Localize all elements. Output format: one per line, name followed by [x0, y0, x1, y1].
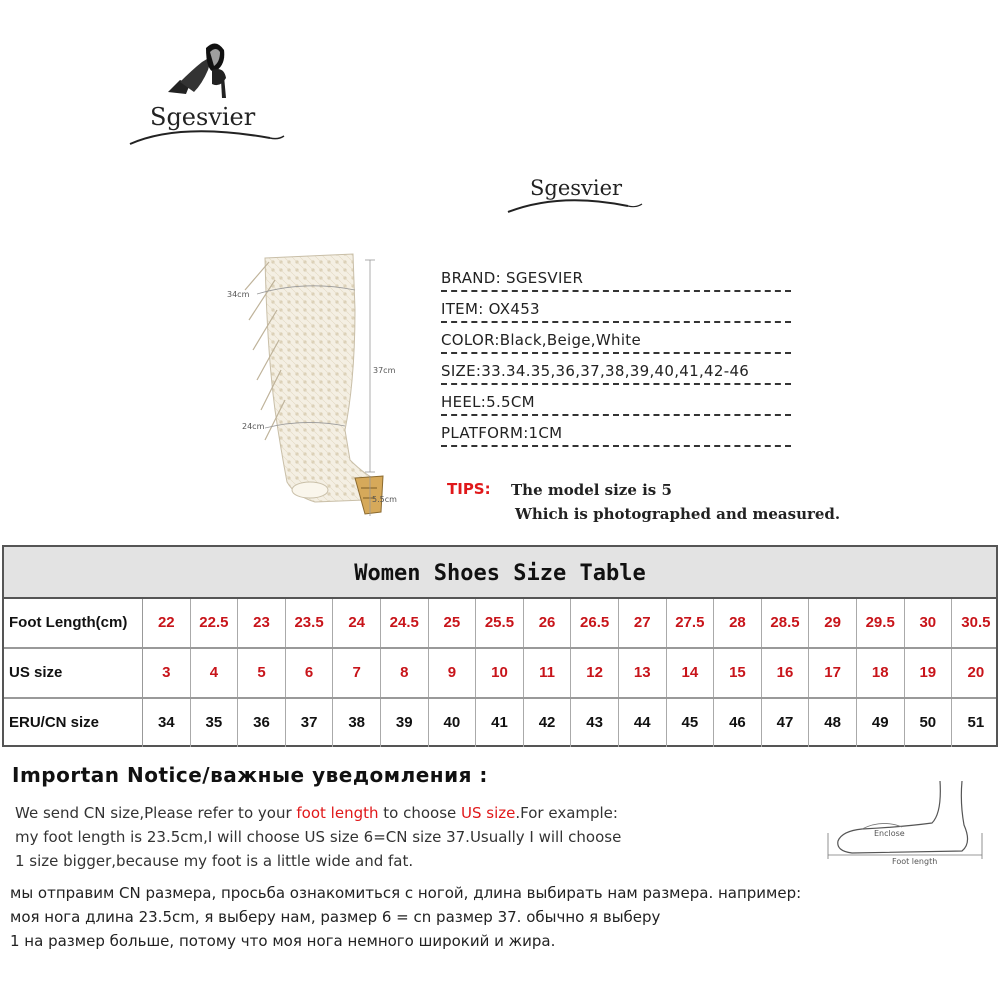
table-cell: 35 [191, 699, 239, 747]
table-cell: 45 [667, 699, 715, 747]
table-row [4, 649, 996, 697]
table-cell: 7 [333, 649, 381, 697]
table-cell: 48 [809, 699, 857, 747]
notice-en-text: .For example: [515, 804, 618, 822]
brand-logo-middle [500, 170, 650, 220]
notice-en-line-3: 1 size bigger,because my foot is a little wide and fat. [15, 852, 414, 870]
table-cell: 24.5 [381, 599, 429, 647]
row-header: Foot Length(cm) [4, 599, 143, 647]
us-size-highlight: US size [461, 804, 516, 822]
table-cell: 50 [905, 699, 953, 747]
table-cell: 27 [619, 599, 667, 647]
table-cell: 9 [429, 649, 477, 697]
foot-length-highlight: foot length [296, 804, 379, 822]
enclose-label: Enclose [874, 829, 905, 838]
table-cell: 42 [524, 699, 572, 747]
table-cell: 22.5 [191, 599, 239, 647]
table-cell: 30.5 [961, 614, 991, 631]
table-cell: 4 [191, 649, 239, 697]
tips-label: TIPS: [447, 480, 491, 498]
spec-size: SIZE:33.34.35,36,37,38,39,40,41,42-46 [441, 361, 791, 385]
spec-color: COLOR:Black,Beige,White [441, 330, 791, 354]
notice-en-text: We send CN size,Please refer to your [15, 804, 297, 822]
brand-name: Sgesvier [150, 103, 256, 131]
table-cell: 23 [238, 599, 286, 647]
table-cell: 39 [381, 699, 429, 747]
shaft-height-label: 37cm [373, 366, 396, 375]
table-cell: 12 [571, 649, 619, 697]
tips-line-1: The model size is 5 [511, 481, 672, 499]
brand-logo-top [120, 40, 290, 155]
spec-platform: PLATFORM:1CM [441, 423, 791, 447]
table-cell: 30 [905, 599, 953, 647]
table-cell: 11 [524, 649, 572, 697]
table-cell: 29.5 [857, 599, 905, 647]
spec-brand: BRAND: SGESVIER [441, 268, 791, 292]
table-cell: 18 [857, 649, 905, 697]
table-cell: 19 [905, 649, 953, 697]
table-cell: 38 [333, 699, 381, 747]
size-table [2, 545, 998, 747]
table-cell: 16 [762, 649, 810, 697]
table-cell: 13 [619, 649, 667, 697]
notice-en-text: to choose [378, 804, 462, 822]
table-cell: 47 [762, 699, 810, 747]
table-cell: 15 [714, 649, 762, 697]
butterfly-shoe-icon [120, 40, 290, 155]
table-cell: 34 [143, 699, 191, 747]
table-cell: 49 [857, 699, 905, 747]
table-cell: 5 [238, 649, 286, 697]
table-cell: 44 [619, 699, 667, 747]
spec-item: ITEM: OX453 [441, 299, 791, 323]
tips-line-2: Which is photographed and measured. [515, 505, 841, 523]
notice-en-line-2: my foot length is 23.5cm,I will choose US size 6=CN size 37.Usually I will choose [15, 828, 622, 846]
table-cell: 10 [476, 649, 524, 697]
table-cell: 28.5 [762, 599, 810, 647]
table-cell: 23.5 [286, 599, 334, 647]
table-cell: 37 [286, 699, 334, 747]
table-cell: 28 [714, 599, 762, 647]
table-cell: 26.5 [571, 599, 619, 647]
table-cell: 40 [429, 699, 477, 747]
table-cell: 25 [429, 599, 477, 647]
top-circumference-label: 34cm [227, 290, 250, 299]
table-cell: 25.5 [476, 599, 524, 647]
table-cell: 27.5 [667, 599, 715, 647]
table-row [4, 599, 996, 647]
row-header: ERU/CN size [4, 699, 143, 747]
table-cell: 41 [476, 699, 524, 747]
notice-ru-line-1: мы отправим CN размера, просьба ознакомиться с ногой, длина выбирать нам размера. например: [10, 884, 802, 902]
table-cell: 14 [667, 649, 715, 697]
table-cell: 36 [238, 699, 286, 747]
notice-ru-line-2: моя нога длина 23.5cm, я выберу нам, размер 6 = cn размер 37. обычно я выберу [10, 908, 661, 926]
row-header: US size [4, 649, 143, 697]
table-cell: 29 [809, 599, 857, 647]
table-cell: 3 [143, 649, 191, 697]
table-cell: 6 [286, 649, 334, 697]
table-cell: 20 [967, 664, 985, 681]
size-table-title: Women Shoes Size Table [4, 547, 996, 599]
table-cell: 22 [143, 599, 191, 647]
spec-heel: HEEL:5.5CM [441, 392, 791, 416]
mid-circumference-label: 24cm [242, 422, 265, 431]
notice-en-line-1 [15, 804, 618, 822]
table-cell: 43 [571, 699, 619, 747]
heel-height-label: 5.5cm [372, 495, 397, 504]
table-cell: 8 [381, 649, 429, 697]
table-cell: 17 [809, 649, 857, 697]
notice-title: Importan Notice/важные уведомления : [12, 763, 488, 787]
product-image [205, 250, 425, 530]
table-cell: 46 [714, 699, 762, 747]
notice-ru-line-3: 1 на размер больше, потому что моя нога немного широкий и жира. [10, 932, 556, 950]
brand-name: Sgesvier [530, 176, 623, 200]
table-cell: 26 [524, 599, 572, 647]
table-row [4, 699, 996, 747]
table-cell: 24 [333, 599, 381, 647]
foot-length-label: Foot length [892, 857, 938, 866]
table-cell: 51 [967, 714, 985, 731]
foot-measure-diagram [822, 773, 992, 873]
